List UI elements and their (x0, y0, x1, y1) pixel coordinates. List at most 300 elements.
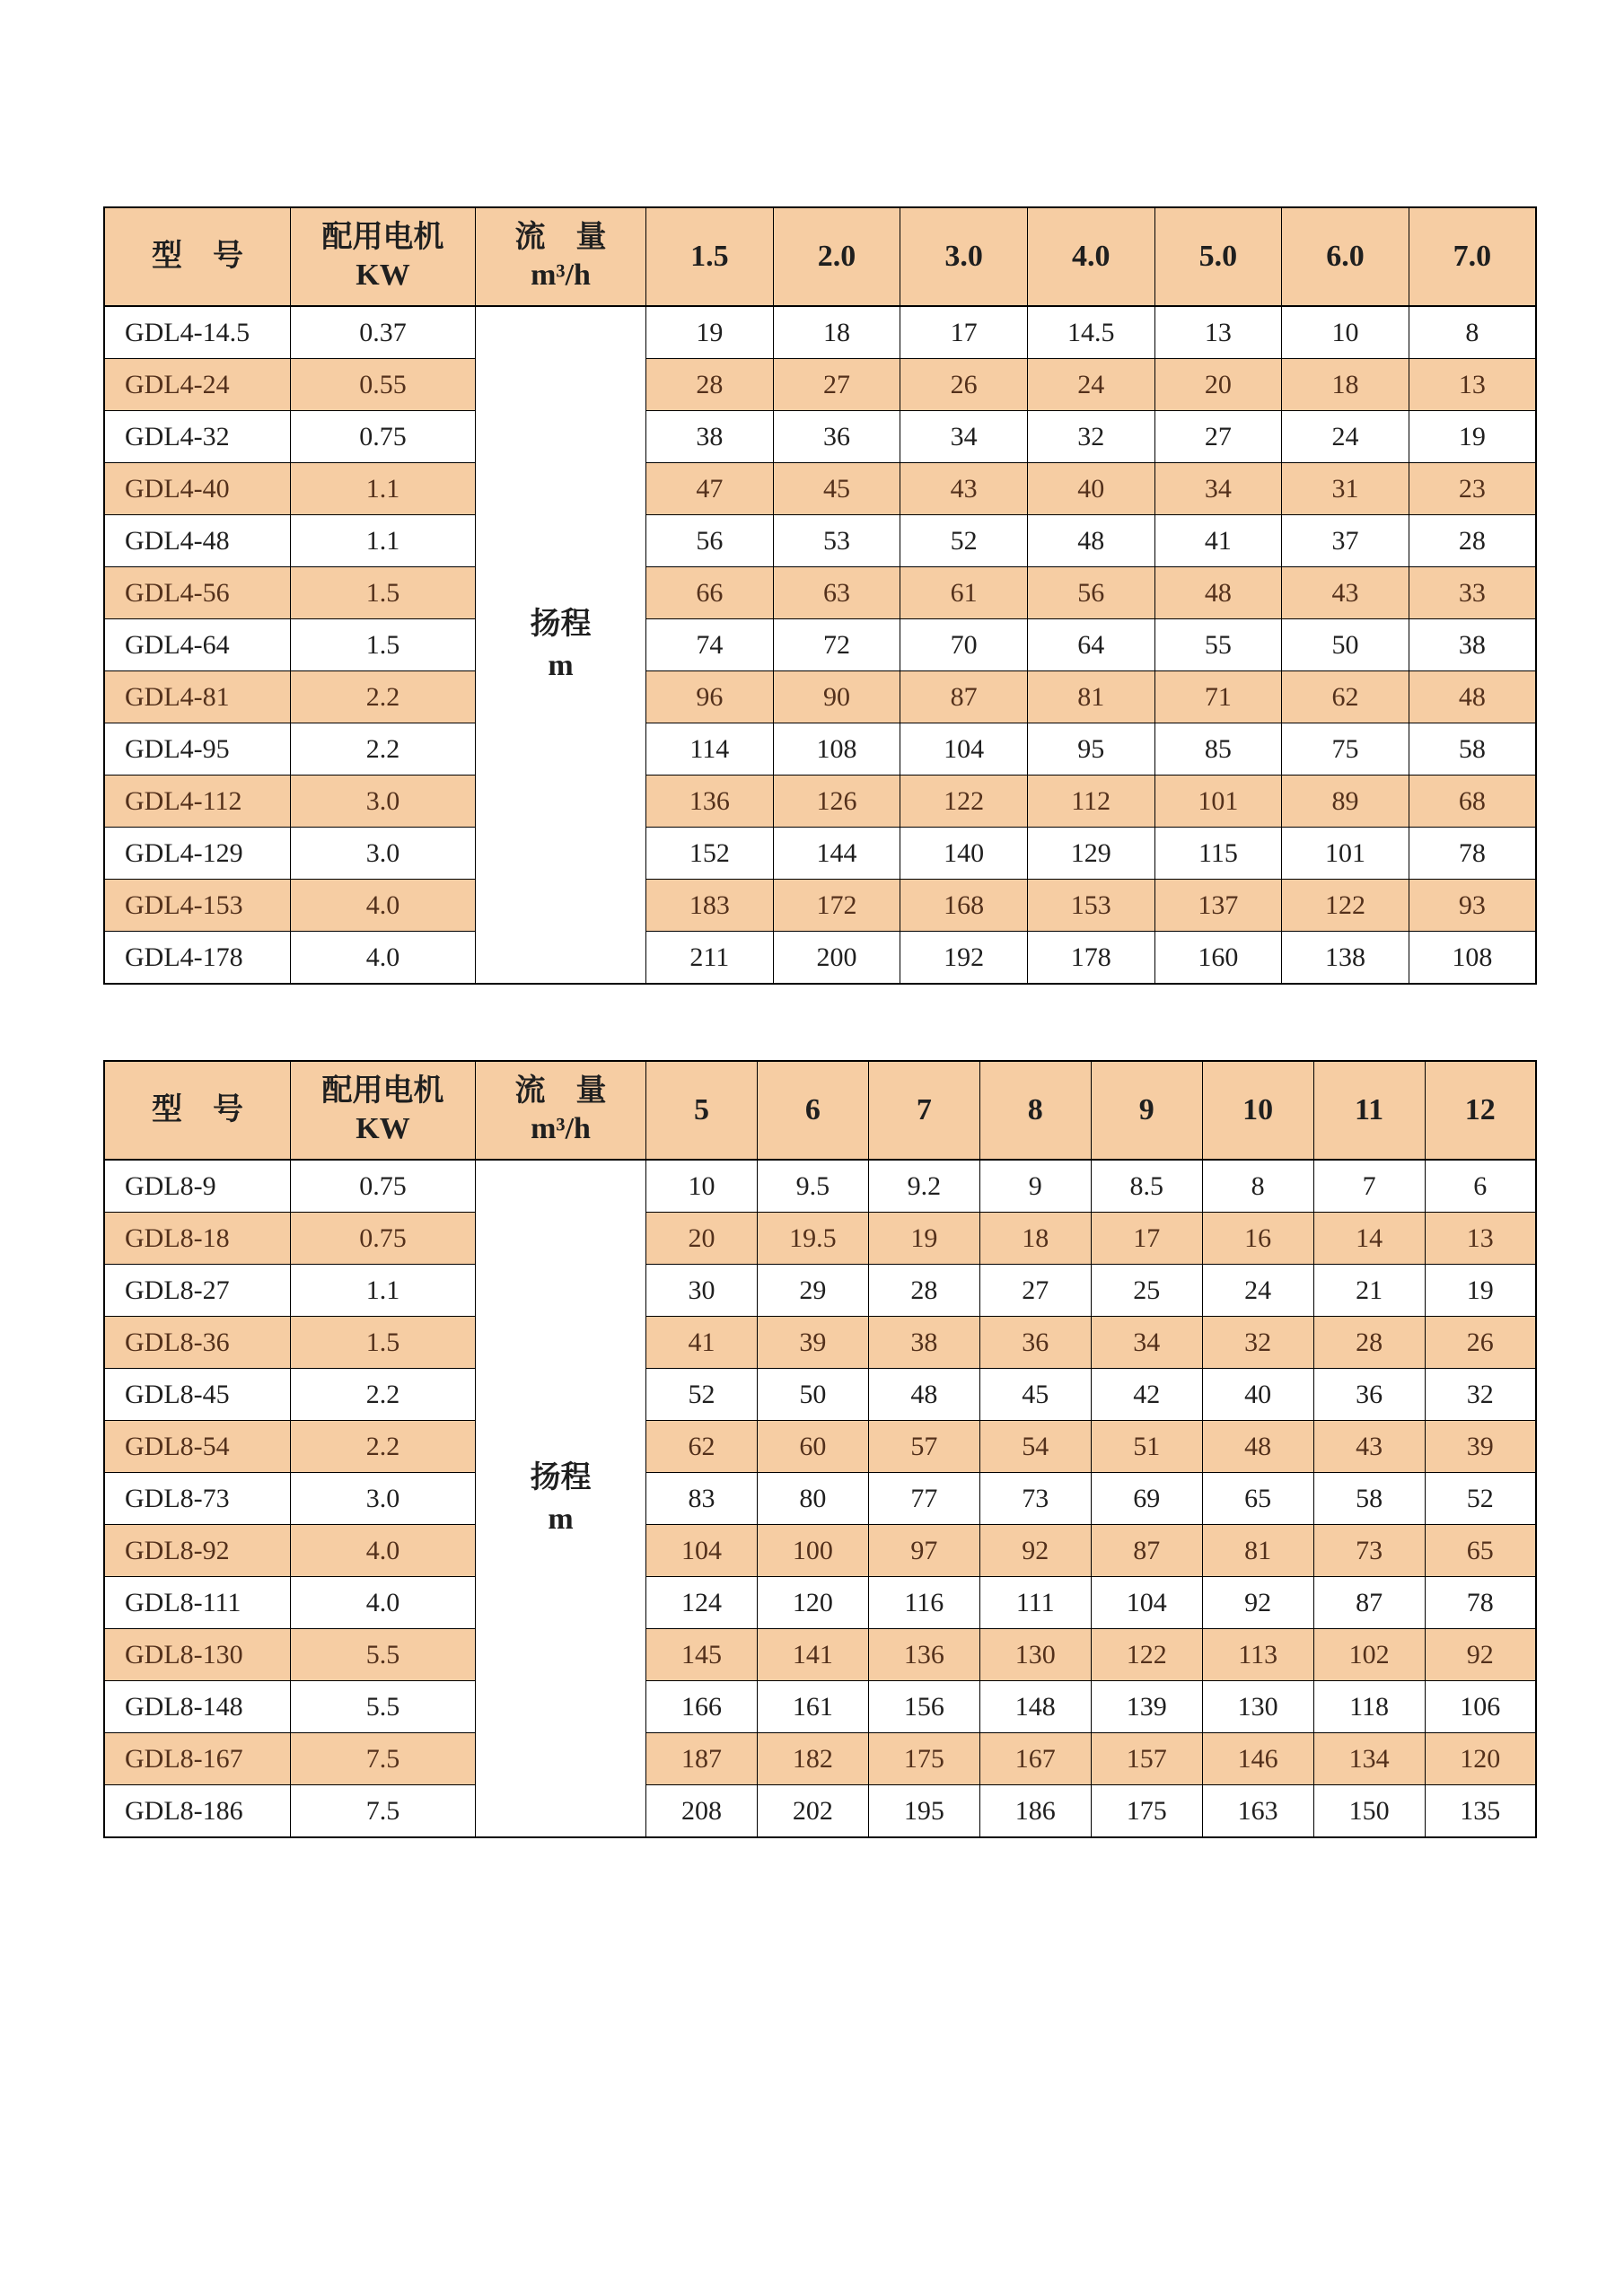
header-motor-kw (291, 1061, 476, 1160)
head-value-cell: 122 (1091, 1629, 1202, 1681)
flow-value-header: 6.0 (1282, 207, 1409, 306)
head-label: 扬程 (530, 607, 592, 641)
table-row (104, 1421, 1536, 1473)
head-value-cell: 13 (1425, 1213, 1536, 1265)
head-value-cell: 57 (868, 1421, 979, 1473)
head-value-cell: 20 (646, 1213, 758, 1265)
head-value-cell: 38 (1409, 619, 1536, 671)
head-value-cell: 52 (1425, 1473, 1536, 1525)
motor-kw-cell: 0.55 (291, 359, 476, 411)
head-value-cell: 75 (1282, 723, 1409, 776)
flow-value-header: 5 (646, 1061, 758, 1160)
head-value-cell: 38 (868, 1317, 979, 1369)
table-row (104, 306, 1536, 359)
head-value-cell: 19 (1409, 411, 1536, 463)
motor-kw-cell: 0.75 (291, 1160, 476, 1213)
head-value-cell: 48 (1027, 515, 1154, 567)
head-value-cell: 37 (1282, 515, 1409, 567)
head-value-cell: 122 (1282, 880, 1409, 932)
motor-kw-cell: 1.1 (291, 515, 476, 567)
head-value-cell: 41 (646, 1317, 758, 1369)
head-unit: m (548, 1502, 574, 1536)
head-value-cell: 129 (1027, 828, 1154, 880)
head-value-cell: 10 (646, 1160, 758, 1213)
motor-kw-cell: 3.0 (291, 776, 476, 828)
head-value-cell: 48 (1154, 567, 1282, 619)
head-value-cell: 40 (1027, 463, 1154, 515)
head-value-cell: 157 (1091, 1733, 1202, 1785)
motor-kw-cell: 5.5 (291, 1681, 476, 1733)
header-row (104, 207, 1536, 306)
head-value-cell: 56 (1027, 567, 1154, 619)
head-value-cell: 93 (1409, 880, 1536, 932)
head-value-cell: 24 (1202, 1265, 1313, 1317)
head-value-cell: 156 (868, 1681, 979, 1733)
head-value-cell: 69 (1091, 1473, 1202, 1525)
head-value-cell: 74 (646, 619, 774, 671)
head-value-cell: 65 (1425, 1525, 1536, 1577)
head-value-cell: 85 (1154, 723, 1282, 776)
head-value-cell: 81 (1027, 671, 1154, 723)
head-value-cell: 21 (1313, 1265, 1425, 1317)
head-value-cell: 64 (1027, 619, 1154, 671)
flow-value-header: 4.0 (1027, 207, 1154, 306)
head-value-cell: 175 (868, 1733, 979, 1785)
head-value-cell: 146 (1202, 1733, 1313, 1785)
model-cell: GDL8-54 (104, 1421, 291, 1473)
head-value-cell: 77 (868, 1473, 979, 1525)
motor-kw-cell: 2.2 (291, 723, 476, 776)
flow-value-header: 10 (1202, 1061, 1313, 1160)
table-row (104, 880, 1536, 932)
pump-spec-table-gdl4 (103, 206, 1537, 985)
model-cell: GDL4-153 (104, 880, 291, 932)
head-value-cell: 53 (773, 515, 900, 567)
flow-value-header: 8 (979, 1061, 1091, 1160)
head-label: 扬程 (530, 1460, 592, 1494)
model-cell: GDL8-111 (104, 1577, 291, 1629)
model-cell: GDL8-148 (104, 1681, 291, 1733)
motor-kw-cell: 2.2 (291, 671, 476, 723)
head-value-cell: 62 (1282, 671, 1409, 723)
header-model: 型 号 (104, 207, 291, 306)
head-value-cell: 92 (1425, 1629, 1536, 1681)
head-value-cell: 13 (1154, 306, 1282, 359)
model-cell: GDL4-14.5 (104, 306, 291, 359)
head-value-cell: 70 (900, 619, 1028, 671)
head-value-cell: 87 (1313, 1577, 1425, 1629)
header-motor-line2: KW (356, 1112, 410, 1145)
motor-kw-cell: 4.0 (291, 1525, 476, 1577)
motor-kw-cell: 1.1 (291, 1265, 476, 1317)
head-value-cell: 161 (757, 1681, 868, 1733)
head-value-cell: 112 (1027, 776, 1154, 828)
head-value-cell: 39 (757, 1317, 868, 1369)
head-value-cell: 72 (773, 619, 900, 671)
table-row (104, 359, 1536, 411)
head-value-cell: 115 (1154, 828, 1282, 880)
head-value-cell: 18 (1282, 359, 1409, 411)
head-value-cell: 27 (979, 1265, 1091, 1317)
head-value-cell: 38 (646, 411, 774, 463)
table-row (104, 1317, 1536, 1369)
head-value-cell: 116 (868, 1577, 979, 1629)
flow-value-header: 3.0 (900, 207, 1028, 306)
head-value-cell: 60 (757, 1421, 868, 1473)
head-value-cell: 134 (1313, 1733, 1425, 1785)
head-value-cell: 18 (979, 1213, 1091, 1265)
model-cell: GDL8-186 (104, 1785, 291, 1838)
head-value-cell: 28 (1313, 1317, 1425, 1369)
model-cell: GDL8-27 (104, 1265, 291, 1317)
table-row (104, 1629, 1536, 1681)
head-value-cell: 27 (1154, 411, 1282, 463)
head-value-cell: 31 (1282, 463, 1409, 515)
head-value-cell: 32 (1425, 1369, 1536, 1421)
head-value-cell: 8.5 (1091, 1160, 1202, 1213)
head-value-cell: 96 (646, 671, 774, 723)
head-value-cell: 43 (1313, 1421, 1425, 1473)
head-value-cell: 144 (773, 828, 900, 880)
head-value-cell: 168 (900, 880, 1028, 932)
model-cell: GDL8-73 (104, 1473, 291, 1525)
head-value-cell: 65 (1202, 1473, 1313, 1525)
motor-kw-cell: 0.75 (291, 1213, 476, 1265)
head-value-cell: 104 (900, 723, 1028, 776)
head-value-cell: 187 (646, 1733, 758, 1785)
head-value-cell: 28 (868, 1265, 979, 1317)
head-value-cell: 81 (1202, 1525, 1313, 1577)
flow-value-header: 7 (868, 1061, 979, 1160)
head-value-cell: 58 (1313, 1473, 1425, 1525)
head-value-cell: 34 (900, 411, 1028, 463)
head-value-cell: 26 (1425, 1317, 1536, 1369)
header-model: 型 号 (104, 1061, 291, 1160)
head-value-cell: 39 (1425, 1421, 1536, 1473)
head-value-cell: 63 (773, 567, 900, 619)
motor-kw-cell: 7.5 (291, 1785, 476, 1838)
table-row (104, 1369, 1536, 1421)
header-motor-kw (291, 207, 476, 306)
head-value-cell: 9.5 (757, 1160, 868, 1213)
head-value-cell: 136 (868, 1629, 979, 1681)
head-value-cell: 48 (868, 1369, 979, 1421)
head-value-cell: 52 (900, 515, 1028, 567)
model-cell: GDL4-64 (104, 619, 291, 671)
model-cell: GDL8-18 (104, 1213, 291, 1265)
head-value-cell: 61 (900, 567, 1028, 619)
head-value-cell: 124 (646, 1577, 758, 1629)
head-value-cell: 80 (757, 1473, 868, 1525)
head-value-cell: 18 (773, 306, 900, 359)
table-row (104, 932, 1536, 985)
head-value-cell: 43 (1282, 567, 1409, 619)
table-row (104, 828, 1536, 880)
head-value-cell: 19 (868, 1213, 979, 1265)
flow-value-header: 9 (1091, 1061, 1202, 1160)
head-value-cell: 160 (1154, 932, 1282, 985)
flow-value-header: 11 (1313, 1061, 1425, 1160)
table-row (104, 411, 1536, 463)
model-cell: GDL4-81 (104, 671, 291, 723)
head-unit: m (548, 648, 574, 682)
motor-kw-cell: 1.5 (291, 1317, 476, 1369)
head-value-cell: 34 (1154, 463, 1282, 515)
head-value-cell: 136 (646, 776, 774, 828)
head-value-cell: 14.5 (1027, 306, 1154, 359)
head-value-cell: 58 (1409, 723, 1536, 776)
table-row (104, 567, 1536, 619)
head-value-cell: 48 (1202, 1421, 1313, 1473)
motor-kw-cell: 1.5 (291, 619, 476, 671)
head-value-cell: 47 (646, 463, 774, 515)
head-value-cell: 19 (1425, 1265, 1536, 1317)
motor-kw-cell: 3.0 (291, 1473, 476, 1525)
table-row (104, 1160, 1536, 1213)
head-value-cell: 90 (773, 671, 900, 723)
head-value-cell: 108 (1409, 932, 1536, 985)
head-value-cell: 145 (646, 1629, 758, 1681)
table-row (104, 723, 1536, 776)
table-row (104, 619, 1536, 671)
motor-kw-cell: 7.5 (291, 1733, 476, 1785)
head-value-cell: 28 (646, 359, 774, 411)
head-value-cell: 195 (868, 1785, 979, 1838)
head-value-cell: 40 (1202, 1369, 1313, 1421)
table-body (104, 1160, 1536, 1837)
head-value-cell: 130 (979, 1629, 1091, 1681)
flow-value-header: 1.5 (646, 207, 774, 306)
head-value-cell: 175 (1091, 1785, 1202, 1838)
motor-kw-cell: 0.75 (291, 411, 476, 463)
model-cell: GDL8-130 (104, 1629, 291, 1681)
head-value-cell: 139 (1091, 1681, 1202, 1733)
table-row (104, 1577, 1536, 1629)
head-value-cell: 41 (1154, 515, 1282, 567)
flow-value-header: 12 (1425, 1061, 1536, 1160)
head-value-cell: 122 (900, 776, 1028, 828)
model-cell: GDL4-24 (104, 359, 291, 411)
head-value-cell: 137 (1154, 880, 1282, 932)
head-value-cell: 54 (979, 1421, 1091, 1473)
head-value-cell: 48 (1409, 671, 1536, 723)
head-value-cell: 43 (900, 463, 1028, 515)
head-value-cell: 71 (1154, 671, 1282, 723)
head-value-cell: 6 (1425, 1160, 1536, 1213)
head-value-cell: 183 (646, 880, 774, 932)
head-value-cell: 104 (1091, 1577, 1202, 1629)
head-value-cell: 7 (1313, 1160, 1425, 1213)
head-value-cell: 126 (773, 776, 900, 828)
head-value-cell: 36 (773, 411, 900, 463)
motor-kw-cell: 2.2 (291, 1369, 476, 1421)
header-flow (476, 1061, 646, 1160)
head-value-cell: 106 (1425, 1681, 1536, 1733)
model-cell: GDL4-32 (104, 411, 291, 463)
head-value-cell: 8 (1202, 1160, 1313, 1213)
head-value-cell: 92 (1202, 1577, 1313, 1629)
head-value-cell: 78 (1409, 828, 1536, 880)
head-value-cell: 202 (757, 1785, 868, 1838)
head-value-cell: 42 (1091, 1369, 1202, 1421)
head-value-cell: 24 (1282, 411, 1409, 463)
head-value-cell: 73 (1313, 1525, 1425, 1577)
head-value-cell: 130 (1202, 1681, 1313, 1733)
head-value-cell: 89 (1282, 776, 1409, 828)
head-value-cell: 24 (1027, 359, 1154, 411)
motor-kw-cell: 1.1 (291, 463, 476, 515)
head-value-cell: 138 (1282, 932, 1409, 985)
model-cell: GDL4-178 (104, 932, 291, 985)
head-value-cell: 51 (1091, 1421, 1202, 1473)
head-value-cell: 135 (1425, 1785, 1536, 1838)
head-value-cell: 45 (979, 1369, 1091, 1421)
head-value-cell: 95 (1027, 723, 1154, 776)
header-flow-line2: m³/h (531, 1112, 591, 1145)
head-value-cell: 150 (1313, 1785, 1425, 1838)
model-cell: GDL4-95 (104, 723, 291, 776)
head-value-cell: 100 (757, 1525, 868, 1577)
table-row (104, 1265, 1536, 1317)
table-row (104, 463, 1536, 515)
table-row (104, 1785, 1536, 1838)
head-value-cell: 62 (646, 1421, 758, 1473)
table-row (104, 1213, 1536, 1265)
head-value-cell: 87 (1091, 1525, 1202, 1577)
head-value-cell: 30 (646, 1265, 758, 1317)
head-value-cell: 27 (773, 359, 900, 411)
header-flow-line1: 流 量 (514, 220, 607, 254)
head-value-cell: 83 (646, 1473, 758, 1525)
head-value-cell: 52 (646, 1369, 758, 1421)
head-value-cell: 17 (900, 306, 1028, 359)
table-header (104, 1061, 1536, 1160)
table-row (104, 1681, 1536, 1733)
head-value-cell: 68 (1409, 776, 1536, 828)
head-value-cell: 178 (1027, 932, 1154, 985)
head-unit-merged-cell (476, 306, 646, 984)
header-flow-line1: 流 量 (514, 1074, 607, 1108)
head-value-cell: 211 (646, 932, 774, 985)
head-value-cell: 182 (757, 1733, 868, 1785)
head-value-cell: 8 (1409, 306, 1536, 359)
head-value-cell: 163 (1202, 1785, 1313, 1838)
flow-value-header: 5.0 (1154, 207, 1282, 306)
head-value-cell: 32 (1202, 1317, 1313, 1369)
head-value-cell: 29 (757, 1265, 868, 1317)
head-value-cell: 55 (1154, 619, 1282, 671)
pump-spec-table-gdl8 (103, 1060, 1537, 1838)
table-row (104, 671, 1536, 723)
head-value-cell: 192 (900, 932, 1028, 985)
head-value-cell: 25 (1091, 1265, 1202, 1317)
table-row (104, 1473, 1536, 1525)
motor-kw-cell: 4.0 (291, 932, 476, 985)
flow-value-header: 7.0 (1409, 207, 1536, 306)
head-value-cell: 73 (979, 1473, 1091, 1525)
header-row (104, 1061, 1536, 1160)
model-cell: GDL8-92 (104, 1525, 291, 1577)
head-value-cell: 120 (1425, 1733, 1536, 1785)
head-value-cell: 208 (646, 1785, 758, 1838)
head-value-cell: 34 (1091, 1317, 1202, 1369)
head-value-cell: 120 (757, 1577, 868, 1629)
model-cell: GDL8-167 (104, 1733, 291, 1785)
header-flow (476, 207, 646, 306)
head-value-cell: 32 (1027, 411, 1154, 463)
head-value-cell: 9 (979, 1160, 1091, 1213)
table-body (104, 306, 1536, 984)
head-value-cell: 186 (979, 1785, 1091, 1838)
head-value-cell: 33 (1409, 567, 1536, 619)
head-value-cell: 118 (1313, 1681, 1425, 1733)
model-cell: GDL4-112 (104, 776, 291, 828)
head-value-cell: 78 (1425, 1577, 1536, 1629)
header-motor-line2: KW (356, 259, 410, 292)
head-value-cell: 200 (773, 932, 900, 985)
header-flow-line2: m³/h (531, 259, 591, 292)
motor-kw-cell: 4.0 (291, 880, 476, 932)
head-value-cell: 36 (979, 1317, 1091, 1369)
table-row (104, 776, 1536, 828)
head-value-cell: 92 (979, 1525, 1091, 1577)
head-value-cell: 108 (773, 723, 900, 776)
head-value-cell: 9.2 (868, 1160, 979, 1213)
head-value-cell: 166 (646, 1681, 758, 1733)
head-value-cell: 87 (900, 671, 1028, 723)
model-cell: GDL8-9 (104, 1160, 291, 1213)
head-value-cell: 19 (646, 306, 774, 359)
table-row (104, 1733, 1536, 1785)
head-value-cell: 28 (1409, 515, 1536, 567)
head-value-cell: 152 (646, 828, 774, 880)
table-header (104, 207, 1536, 306)
header-motor-line1: 配用电机 (321, 1074, 444, 1108)
motor-kw-cell: 5.5 (291, 1629, 476, 1681)
model-cell: GDL8-36 (104, 1317, 291, 1369)
head-value-cell: 56 (646, 515, 774, 567)
head-unit-merged-cell (476, 1160, 646, 1837)
head-value-cell: 13 (1409, 359, 1536, 411)
motor-kw-cell: 0.37 (291, 306, 476, 359)
motor-kw-cell: 4.0 (291, 1577, 476, 1629)
model-cell: GDL4-40 (104, 463, 291, 515)
head-value-cell: 97 (868, 1525, 979, 1577)
motor-kw-cell: 2.2 (291, 1421, 476, 1473)
head-value-cell: 50 (1282, 619, 1409, 671)
head-value-cell: 113 (1202, 1629, 1313, 1681)
model-cell: GDL4-129 (104, 828, 291, 880)
table-row (104, 1525, 1536, 1577)
head-value-cell: 20 (1154, 359, 1282, 411)
motor-kw-cell: 1.5 (291, 567, 476, 619)
head-value-cell: 153 (1027, 880, 1154, 932)
head-value-cell: 50 (757, 1369, 868, 1421)
head-value-cell: 172 (773, 880, 900, 932)
flow-value-header: 6 (757, 1061, 868, 1160)
head-value-cell: 148 (979, 1681, 1091, 1733)
head-value-cell: 14 (1313, 1213, 1425, 1265)
head-value-cell: 104 (646, 1525, 758, 1577)
head-value-cell: 167 (979, 1733, 1091, 1785)
table-row (104, 515, 1536, 567)
head-value-cell: 111 (979, 1577, 1091, 1629)
head-value-cell: 36 (1313, 1369, 1425, 1421)
model-cell: GDL8-45 (104, 1369, 291, 1421)
head-value-cell: 101 (1282, 828, 1409, 880)
head-value-cell: 101 (1154, 776, 1282, 828)
head-value-cell: 16 (1202, 1213, 1313, 1265)
